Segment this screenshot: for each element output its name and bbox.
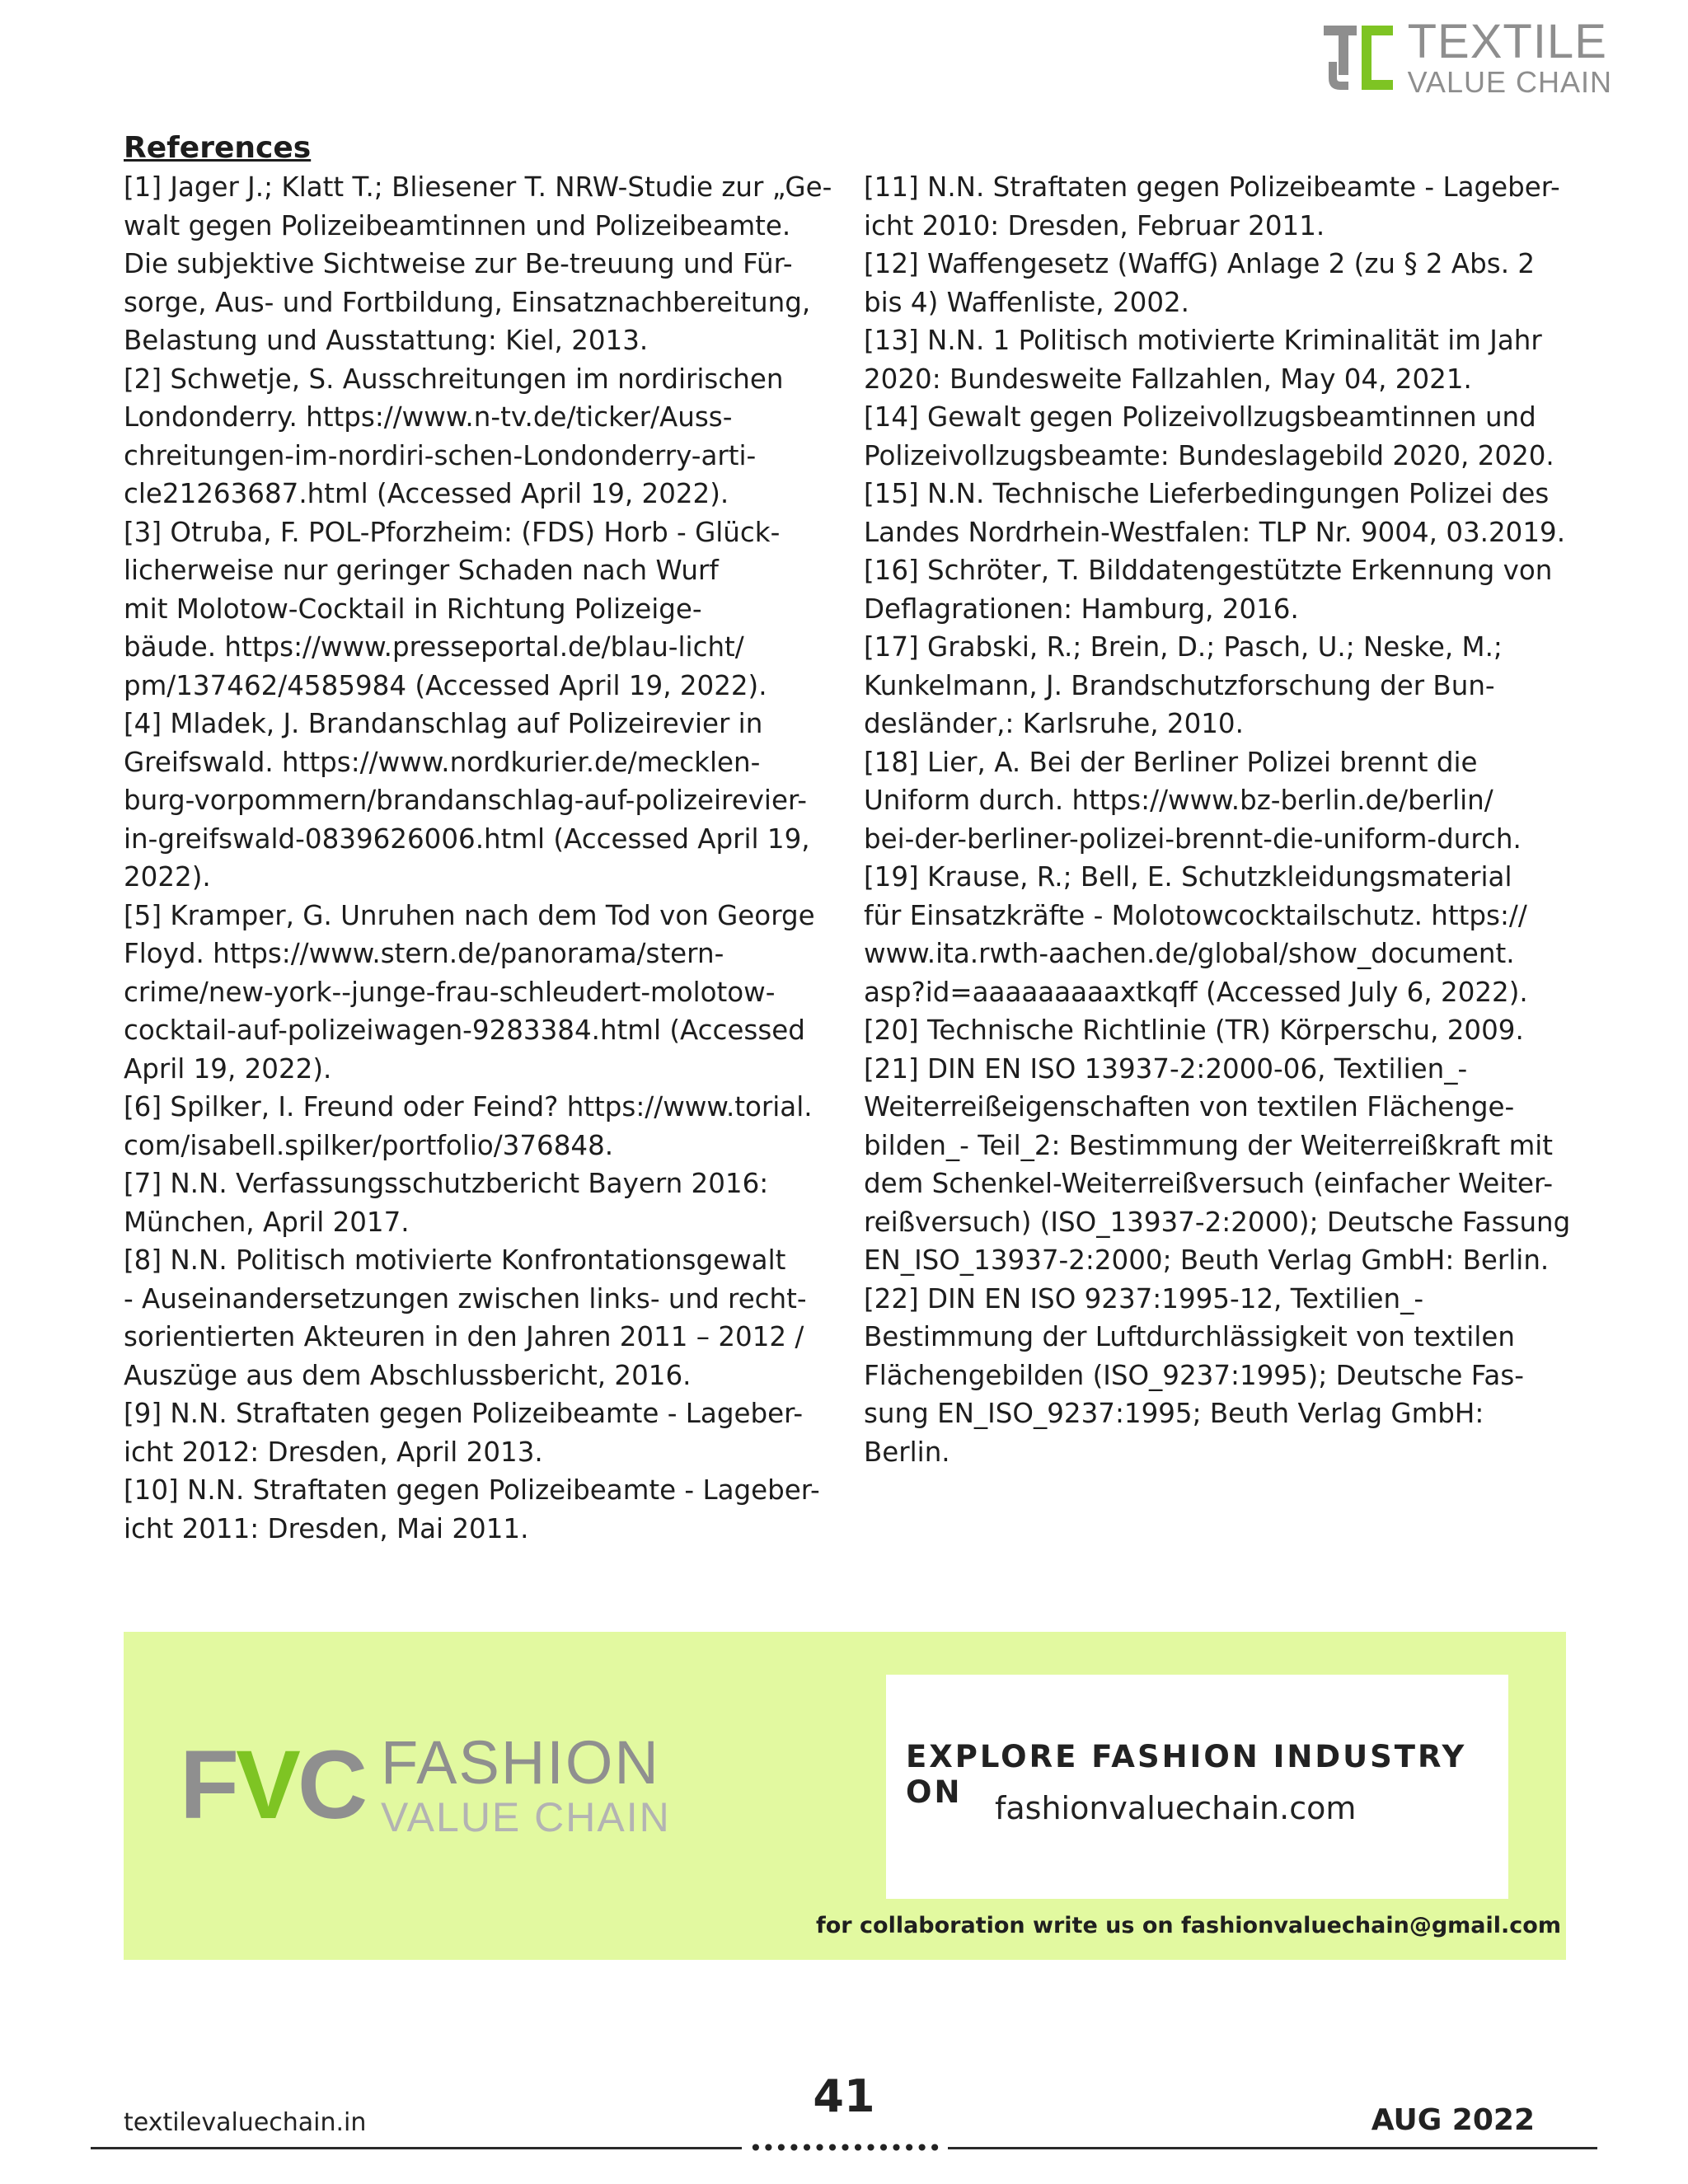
footer-rule-right — [948, 2147, 1597, 2149]
footer-rule-left — [91, 2147, 742, 2149]
reference-3: [3] Otruba, F. POL-Pforzheim: (FDS) Horb - Glück- licherweise nur geringer Schaden nach Wurf mit Molotow-Cocktail in Richtung Polizeige- bäude. https://www.presseportal.de/blau-licht/ pm/137462/4585984 (Accessed April 19, 2022). — [124, 516, 781, 701]
reference-6: [6] Spilker, I. Freund oder Feind? https://www.torial. com/isabell.spilker/portfolio/376848. — [124, 1091, 813, 1161]
reference-22: [22] DIN EN ISO 9237:1995-12, Textilien_- Bestimmung der Luftdurchlässigkeit von textilen Flächengebilden (ISO_9237:1995); Deutsche Fas- sung EN_ISO_9237:1995; Beuth Verlag GmbH: Berlin. — [864, 1282, 1524, 1468]
explore-title: EXPLORE FASHION INDUSTRY ON — [906, 1739, 1467, 1810]
reference-16: [16] Schröter, T. Bilddatengestützte Erkennung von Deflagrationen: Hamburg, 2016. — [864, 555, 1553, 625]
fvc-monogram — [180, 1729, 364, 1841]
logo-text-bottom: VALUE CHAIN — [1407, 65, 1612, 99]
fashion-value-chain-ad[interactable] — [124, 1632, 1566, 1960]
fvc-letter-f: F — [180, 1731, 237, 1840]
reference-18: [18] Lier, A. Bei der Berliner Polizei brennt die Uniform durch. https://www.bz-berlin.de/berlin/ bei-der-berliner-polizei-brennt-die-uniform-durch. — [864, 746, 1522, 855]
reference-21: [21] DIN EN ISO 13937-2:2000-06, Textilien_- Weiterreißeigenschaften von textilen Flächenge- bilden_- Teil_2: Bestimmung der Weiterreißkraft mit dem Schenkel-Weiterreißversuch (einfacher Weiter- reißversuch) (ISO_13937-2:2000); Deutsche Fassung EN_ISO_13937-2:2000; Beuth Verlag GmbH: Berlin. — [864, 1052, 1571, 1276]
collaboration-email[interactable]: for collaboration write us on fashionvaluechain@gmail.com — [816, 1913, 1561, 1938]
reference-8: [8] N.N. Politisch motivierte Konfrontationsgewalt - Auseinandersetzungen zwischen links- und recht- sorientierten Akteuren in den Jahren 2011 – 2012 / Auszüge aus dem Abschlussbericht, 2016. — [124, 1244, 807, 1391]
references-right-column — [864, 168, 1581, 1471]
footer-site-link[interactable]: textilevaluechain.in — [124, 2108, 367, 2137]
reference-14: [14] Gewalt gegen Polizeivollzugsbeamtinnen und Polizeivollzugsbeamte: Bundeslagebild 2020, 2020. — [864, 401, 1554, 471]
reference-12: [12] Waffengesetz (WaffG) Anlage 2 (zu § 2 Abs. 2 bis 4) Waffenliste, 2002. — [864, 248, 1536, 318]
reference-2: [2] Schwetje, S. Ausschreitungen im nordirischen Londonderry. https://www.n-tv.de/ticker/Auss- chreitungen-im-nordiri-schen-Londonderry-arti- cle21263687.html (Accessed April 19, 2022). — [124, 363, 784, 509]
reference-7: [7] N.N. Verfassungsschutzbericht Bayern 2016: München, April 2017. — [124, 1168, 769, 1238]
reference-17: [17] Grabski, R.; Brein, D.; Pasch, U.; Neske, M.; Kunkelmann, J. Brandschutzforschung der Bun- desländer,: Karlsruhe, 2010. — [864, 631, 1503, 739]
reference-19: [19] Krause, R.; Bell, E. Schutzkleidungsmaterial für Einsatzkräfte - Molotowcocktailschutz. https:// www.ita.rwth-aachen.de/global/show_document. asp?id=aaaaaaaaaxtkqff (Accessed July 6, 2022). — [864, 861, 1528, 1008]
page-number: 41 — [813, 2070, 875, 2122]
reference-20: [20] Technische Richtlinie (TR) Körperschu, 2009. — [864, 1015, 1524, 1046]
reference-10: [10] N.N. Straftaten gegen Polizeibeamte - Lageber- icht 2011: Dresden, Mai 2011. — [124, 1474, 820, 1544]
fvc-logo-text-bottom: VALUE CHAIN — [381, 1794, 671, 1840]
fvc-logo-text-top: FASHION — [381, 1728, 660, 1797]
explore-box — [886, 1675, 1508, 1899]
reference-13: [13] N.N. 1 Politisch motivierte Kriminalität im Jahr 2020: Bundesweite Fallzahlen, May 04, 2021. — [864, 325, 1542, 395]
fvc-letter-v: V — [236, 1731, 298, 1840]
explore-url-link[interactable]: fashionvaluechain.com — [995, 1790, 1357, 1826]
footer-dots: ••••••••••••••• — [748, 2135, 941, 2162]
textile-value-chain-logo — [1320, 15, 1612, 99]
footer-issue-date: AUG 2022 — [1371, 2103, 1535, 2137]
reference-4: [4] Mladek, J. Brandanschlag auf Polizeirevier in Greifswald. https://www.nordkurier.de/mecklen- burg-vorpommern/brandanschlag-auf-polizeirevier- in-greifswald-0839626006.html (Accessed April 19, 2022). — [124, 708, 810, 893]
reference-15: [15] N.N. Technische Lieferbedingungen Polizei des Landes Nordrhein-Westfalen: TLP Nr. 9004, 03.2019. — [864, 478, 1566, 548]
fvc-letter-c: C — [297, 1731, 365, 1840]
reference-5: [5] Kramper, G. Unruhen nach dem Tod von George Floyd. https://www.stern.de/panorama/stern- crime/new-york--junge-frau-schleudert-molotow- cocktail-auf-polizeiwagen-9283384.html (Accessed April 19, 2022). — [124, 899, 815, 1085]
references-left-column — [124, 130, 832, 1548]
logo-text-top: TEXTILE — [1407, 15, 1607, 68]
reference-1: [1] Jager J.; Klatt T.; Bliesener T. NRW-Studie zur „Ge- walt gegen Polizeibeamtinnen und Polizeibeamte. Die subjektive Sichtweise zur Be-treuung und Für- sorge, Aus- und Fortbildung, Einsatznachbereitung, Belastung und Ausstattung: Kiel, 2013. — [124, 171, 832, 356]
reference-11: [11] N.N. Straftaten gegen Polizeibeamte - Lageber- icht 2010: Dresden, Februar 2011. — [864, 171, 1560, 241]
fvc-logo — [180, 1729, 671, 1841]
tvc-logo-mark-icon — [1320, 21, 1396, 95]
references-heading: References — [124, 131, 312, 165]
reference-9: [9] N.N. Straftaten gegen Polizeibeamte - Lageber- icht 2012: Dresden, April 2013. — [124, 1398, 804, 1468]
